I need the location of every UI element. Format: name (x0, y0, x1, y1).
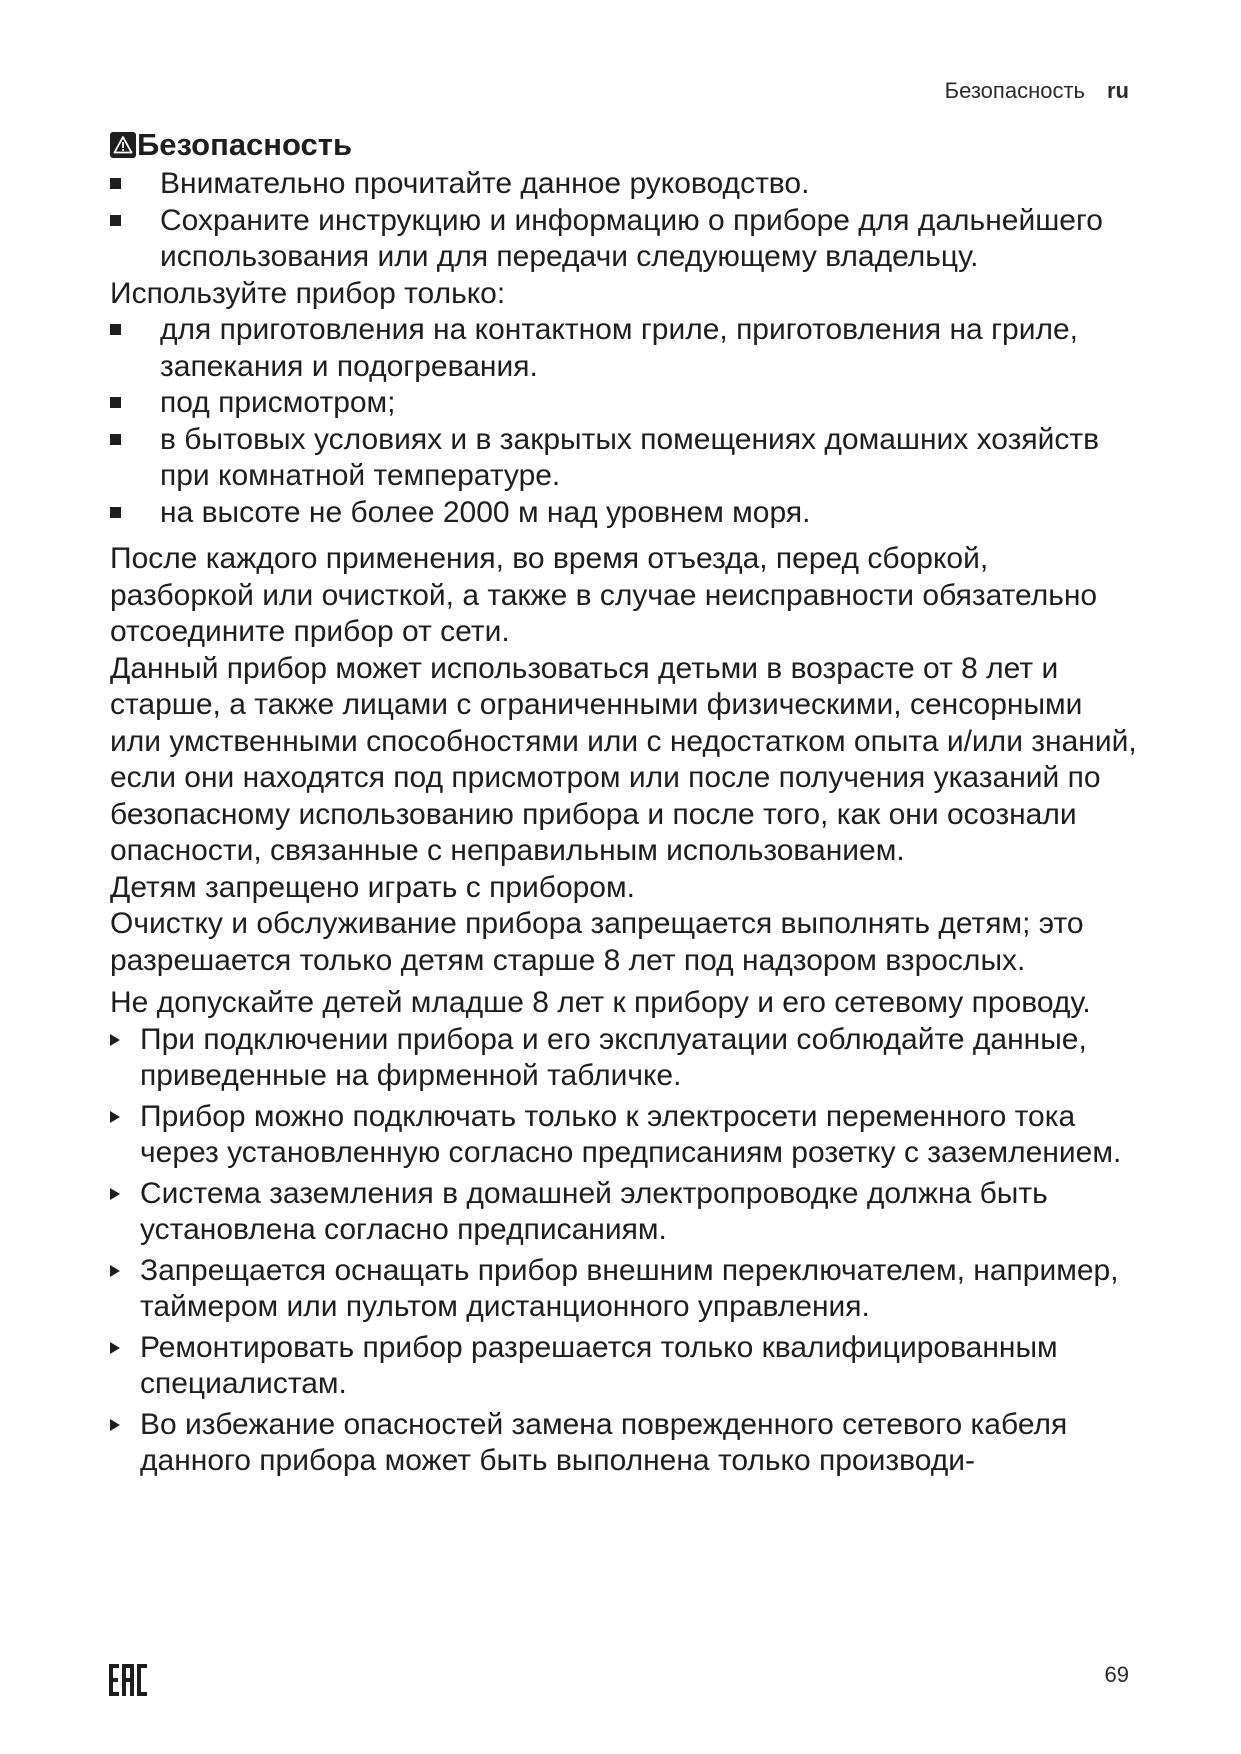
square-bullet (110, 178, 121, 189)
list-item-text: под присмотром; (160, 386, 396, 419)
use-only-label: Используйте прибор только: (110, 276, 506, 310)
triangle-bullet-icon (110, 1419, 120, 1431)
instruction-item (110, 1022, 1140, 1095)
square-bullet (110, 215, 121, 226)
header-section-title: Безопасность (944, 78, 1085, 103)
list-item-text: в бытовых условиях и в закрытых помещениях домашних хозяйств при комнатной температуре. (160, 422, 1100, 492)
square-bullet (110, 397, 121, 408)
paragraph: Не допускайте детей младше 8 лет к прибору и его сетевому проводу. (110, 986, 1091, 1019)
document-content (110, 126, 1140, 1484)
instruction-text: Прибор можно подключать только к электросети переменного тока через установленную согласно предписаниям розетку с заземлением. (140, 1099, 1122, 1169)
instructions-list (110, 1022, 1140, 1480)
section-heading (110, 126, 1140, 164)
list-item-text: Внимательно прочитайте данное руководство. (160, 167, 810, 200)
usage-list (110, 312, 1140, 531)
list-item (110, 312, 1140, 385)
page-header (945, 78, 1129, 104)
section-heading-text: Безопасность (137, 127, 353, 162)
square-bullet (110, 434, 121, 445)
paragraph: После каждого применения, во время отъезда, перед сборкой, разборкой или очисткой, а также в случае неисправности обязательно отсоедините прибор от сети. (110, 542, 1098, 648)
instruction-text: При подключении прибора и его эксплуатации соблюдайте данные, приведенные на фирменной табличке. (140, 1022, 1087, 1092)
triangle-bullet-icon (110, 1265, 120, 1277)
triangle-bullet-icon (110, 1342, 120, 1354)
list-item (110, 495, 1140, 532)
instruction-item (110, 1330, 1140, 1403)
list-item-text: Сохраните инструкцию и информацию о приборе для дальнейшего использования или для передачи следующему владельцу. (160, 203, 1103, 273)
eac-certification-logo (108, 1660, 148, 1700)
list-item-text: на высоте не более 2000 м над уровнем моря. (160, 495, 811, 529)
list-item (110, 422, 1140, 495)
triangle-bullet-icon (110, 1034, 120, 1046)
paragraph: Детям запрещено играть с прибором. (110, 870, 635, 904)
instruction-text: Ремонтировать прибор разрешается только квалифицированным специалистам. (140, 1330, 1058, 1400)
triangle-bullet-icon (110, 1111, 120, 1123)
triangle-bullet-icon (110, 1188, 120, 1200)
square-bullet (110, 324, 121, 335)
intro-list (110, 166, 1140, 276)
instruction-text: Система заземления в домашней электропроводке должна быть установлена согласно предписаниям. (140, 1176, 1048, 1246)
instruction-text: Во избежание опасностей замена поврежденного сетевого кабеля данного прибора может быть выполнена только производи- (140, 1407, 1068, 1477)
paragraph: Данный прибор может использоваться детьми в возрасте от 8 лет и старше, а также лицами с ограниченными физическими, сенсорными или умственными способностями или с недостатком опыта и/или знаний, если они находятся под присмотром или после получения указаний по безопасному использованию прибора и после того, как они осознали опасности, связанные с неправильным использованием. (110, 651, 1137, 867)
instruction-text: Запрещается оснащать прибор внешним переключателем, например, таймером или пультом дистанционного управления. (140, 1253, 1119, 1323)
instruction-item (110, 1099, 1140, 1172)
list-item (110, 203, 1140, 276)
page-number: 69 (1104, 1662, 1129, 1687)
list-item (110, 385, 1140, 422)
paragraph: Очистку и обслуживание прибора запрещается выполнять детям; это разрешается только детям старше 8 лет под надзором взрослых. (110, 907, 1084, 977)
warning-icon (110, 132, 136, 158)
header-language-code: ru (1107, 78, 1129, 103)
square-bullet (110, 507, 121, 518)
list-item (110, 166, 1140, 203)
instruction-item (110, 1253, 1140, 1326)
instruction-item (110, 1176, 1140, 1249)
instruction-item (110, 1407, 1140, 1480)
list-item-text: для приготовления на контактном гриле, приготовления на гриле, запекания и подогревания. (160, 313, 1078, 383)
